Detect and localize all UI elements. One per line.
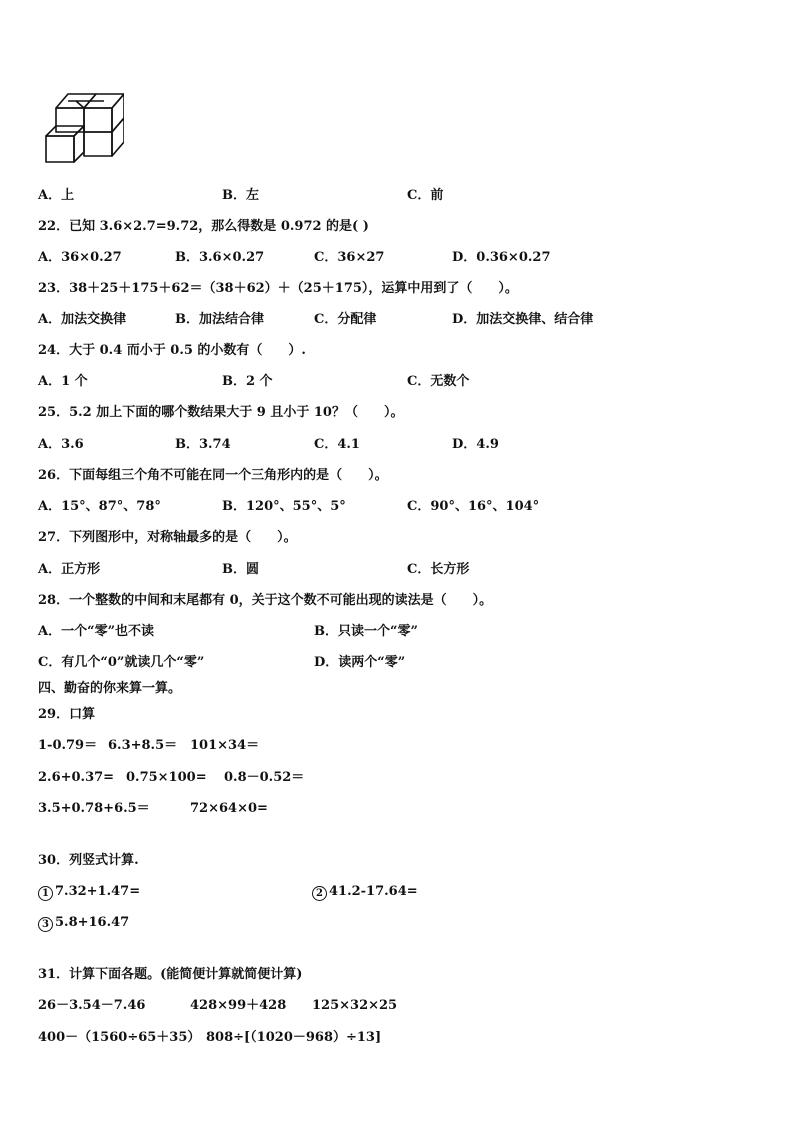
- q31-item: 808÷[（1020－968）÷13]: [206, 1030, 382, 1045]
- q22-stem: 22．已知 3.6×2.7=9.72，那么得数是 0.972 的是( ): [38, 219, 369, 234]
- q29-item: 6.3+8.5＝: [108, 738, 178, 753]
- q21-option-c[interactable]: C．前: [407, 188, 444, 203]
- cube-stack-figure: [44, 90, 124, 166]
- q31-stem: 31．计算下面各题。(能简便计算就简便计算): [38, 967, 303, 982]
- q23-option-b[interactable]: B．加法结合律: [175, 312, 264, 327]
- q25-option-b[interactable]: B．3.74: [175, 437, 231, 452]
- q22-option-b[interactable]: B．3.6×0.27: [175, 250, 265, 265]
- q31-item: 26－3.54－7.46: [38, 998, 146, 1013]
- q31-item: 400－（1560÷65＋35）: [38, 1030, 201, 1045]
- q28-option-d[interactable]: D．读两个“零”: [314, 655, 406, 670]
- q28-option-a[interactable]: A．一个“零”也不读: [38, 624, 155, 639]
- q29-item: 0.75×100=: [126, 770, 207, 785]
- circled-number: 2: [312, 886, 327, 901]
- q29-item: 2.6+0.37=: [38, 770, 115, 785]
- q22-option-d[interactable]: D．0.36×0.27: [452, 250, 551, 265]
- q21-option-b[interactable]: B．左: [222, 188, 259, 203]
- q24-option-b[interactable]: B．2 个: [222, 374, 273, 389]
- q28-option-b[interactable]: B．只读一个“零”: [314, 624, 418, 639]
- section-4-heading: 四、勤奋的你来算一算。: [38, 681, 182, 696]
- q27-option-b[interactable]: B．圆: [222, 562, 259, 577]
- q25-option-d[interactable]: D．4.9: [452, 437, 499, 452]
- q21-option-a[interactable]: A．上: [38, 188, 75, 203]
- q31-item: 125×32×25: [312, 998, 398, 1013]
- q31-item: 428×99＋428: [190, 998, 287, 1013]
- q30-expression: 41.2-17.64=: [329, 884, 418, 899]
- q23-option-a[interactable]: A．加法交换律: [38, 312, 127, 327]
- q30-item-3: [38, 915, 129, 932]
- q29-item: 3.5+0.78+6.5＝: [38, 801, 150, 816]
- q29-item: 101×34＝: [190, 738, 260, 753]
- q26-option-c[interactable]: C．90°、16°、104°: [407, 499, 540, 514]
- q27-option-a[interactable]: A．正方形: [38, 562, 101, 577]
- circled-number: 1: [38, 886, 53, 901]
- q22-option-a[interactable]: A．36×0.27: [38, 250, 122, 265]
- q27-option-c[interactable]: C．长方形: [407, 562, 470, 577]
- q29-item: 1-0.79＝: [38, 738, 98, 753]
- q30-expression: 7.32+1.47=: [55, 884, 141, 899]
- q26-option-a[interactable]: A．15°、87°、78°: [38, 499, 161, 514]
- q28-option-c[interactable]: C．有几个“0”就读几个“零”: [38, 655, 205, 670]
- q25-option-c[interactable]: C．4.1: [314, 437, 360, 452]
- q24-option-c[interactable]: C．无数个: [407, 374, 470, 389]
- q28-stem: 28．一个整数的中间和末尾都有 0，关于这个数不可能出现的读法是（ ）。: [38, 593, 493, 608]
- q30-item-1: [38, 884, 140, 901]
- q25-option-a[interactable]: A．3.6: [38, 437, 84, 452]
- q26-option-b[interactable]: B．120°、55°、5°: [222, 499, 346, 514]
- circled-number: 3: [38, 917, 53, 932]
- q24-option-a[interactable]: A．1 个: [38, 374, 88, 389]
- q29-item: 0.8－0.52＝: [224, 770, 305, 785]
- q22-option-c[interactable]: C．36×27: [314, 250, 385, 265]
- q26-stem: 26．下面每组三个角不可能在同一个三角形内的是（ ）。: [38, 468, 388, 483]
- q30-expression: 5.8+16.47: [55, 915, 130, 930]
- q29-item: 72×64×0=: [190, 801, 268, 816]
- q30-stem: 30．列竖式计算.: [38, 853, 139, 868]
- q23-stem: 23．38＋25＋175＋62＝（38＋62）＋（25＋175），运算中用到了（ ）。: [38, 281, 518, 296]
- q25-stem: 25．5.2 加上下面的哪个数结果大于 9 且小于 10？（ ）。: [38, 405, 404, 420]
- q24-stem: 24．大于 0.4 而小于 0.5 的小数有（ ）.: [38, 343, 306, 358]
- q23-option-d[interactable]: D．加法交换律、结合律: [452, 312, 594, 327]
- q30-item-2: [312, 884, 418, 901]
- q29-stem: 29．口算: [38, 707, 96, 722]
- q27-stem: 27．下列图形中，对称轴最多的是（ ）。: [38, 530, 297, 545]
- q23-option-c[interactable]: C．分配律: [314, 312, 377, 327]
